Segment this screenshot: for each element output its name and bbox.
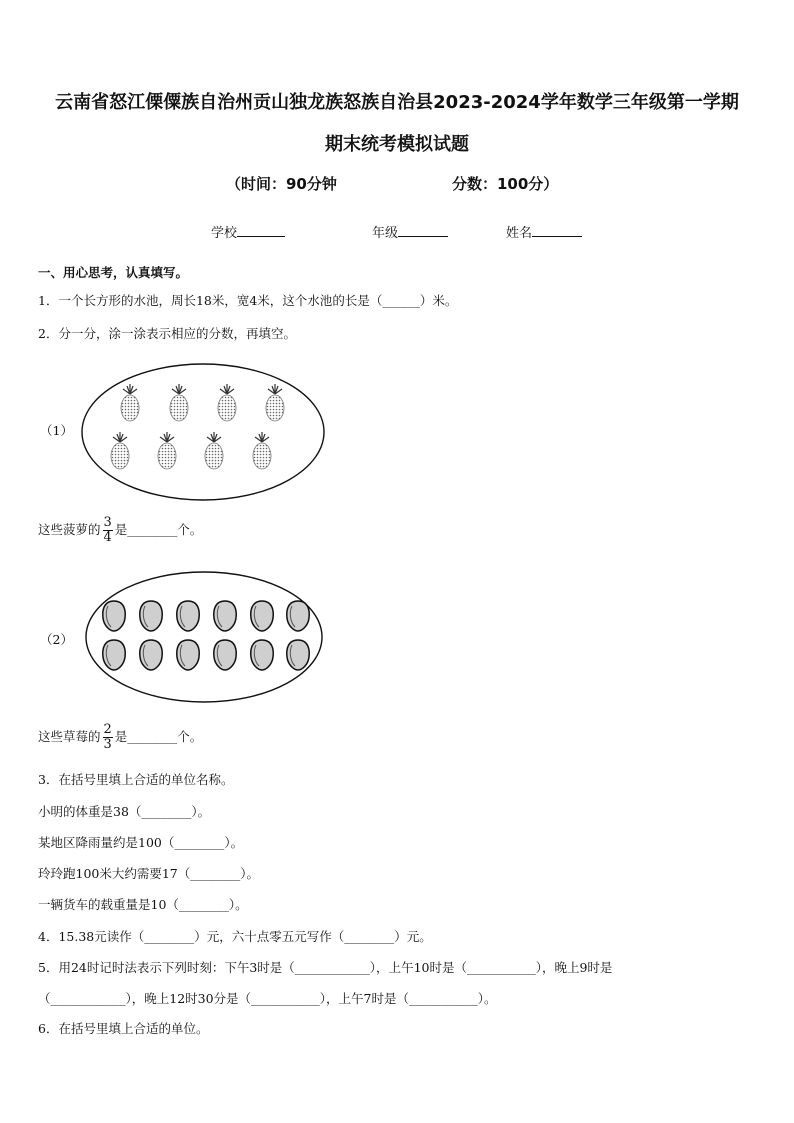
question-1: 1．一个长方形的水池，周长18米，宽4米，这个水池的长是（______）米。 bbox=[38, 293, 458, 308]
name-blank[interactable] bbox=[532, 224, 582, 237]
strawberry-icon bbox=[140, 601, 162, 631]
question-3a[interactable]: 小明的体重是38（________）。 bbox=[38, 804, 211, 819]
page-title-line1: 云南省怒江傈僳族自治州贡山独龙族怒族自治县2023-2024学年数学三年级第一学期 bbox=[55, 92, 739, 113]
strawberry-oval bbox=[84, 570, 324, 704]
question-2-2-answer bbox=[38, 723, 202, 752]
school-label: 学校 bbox=[211, 226, 238, 241]
numerator: 3 bbox=[103, 515, 112, 530]
answer-blank[interactable]: 是________个。 bbox=[114, 522, 203, 537]
school-field[interactable] bbox=[211, 222, 285, 241]
question-4[interactable]: 4．15.38元读作（________）元，六十点零五元写作（________）元。 bbox=[38, 929, 432, 944]
strawberry-icon bbox=[214, 640, 236, 670]
question-6: 6．在括号里填上合适的单位。 bbox=[38, 1021, 209, 1036]
grade-label: 年级 bbox=[372, 226, 399, 241]
strawberry-icon bbox=[287, 601, 309, 631]
pineapple-icon bbox=[266, 384, 284, 421]
question-3d[interactable]: 一辆货车的载重量是10（________）。 bbox=[38, 897, 248, 912]
pineapple-icon bbox=[170, 384, 188, 421]
pineapple-icon bbox=[111, 432, 129, 469]
strawberry-icon bbox=[103, 640, 125, 670]
sub-question-label: （2） bbox=[40, 632, 73, 647]
numerator: 2 bbox=[103, 722, 112, 737]
pineapple-icon bbox=[218, 384, 236, 421]
question-5-line2[interactable]: （____________），晚上12时30分是（___________），上午7时是（___________）。 bbox=[38, 991, 497, 1006]
grade-blank[interactable] bbox=[398, 224, 448, 237]
page-title-line2: 期末统考模拟试题 bbox=[325, 134, 469, 155]
grade-field[interactable] bbox=[372, 222, 448, 241]
strawberry-icon bbox=[103, 601, 125, 631]
strawberry-icon bbox=[177, 640, 199, 670]
pineapple-icon bbox=[205, 432, 223, 469]
strawberry-icon bbox=[177, 601, 199, 631]
strawberry-icon bbox=[214, 601, 236, 631]
strawberry-icon bbox=[251, 640, 273, 670]
pineapple-icon bbox=[121, 384, 139, 421]
question-5-line1[interactable]: 5．用24时记时法表示下列时刻：下午3时是（____________），上午10时是（___________），晚上9时是 bbox=[38, 960, 613, 975]
denominator: 4 bbox=[103, 530, 112, 545]
question-2-1-answer bbox=[38, 516, 202, 545]
answer-blank[interactable]: 是________个。 bbox=[114, 729, 203, 744]
denominator: 3 bbox=[103, 737, 112, 752]
strawberry-icon bbox=[251, 601, 273, 631]
name-label: 姓名 bbox=[506, 226, 533, 241]
exam-score: 分数：100分） bbox=[452, 175, 559, 193]
question-3c[interactable]: 玲玲跑100米大约需要17（________）。 bbox=[38, 866, 260, 881]
pineapple-oval bbox=[80, 362, 326, 502]
question-text: 这些菠萝的 bbox=[38, 522, 101, 537]
question-2: 2．分一分，涂一涂表示相应的分数，再填空。 bbox=[38, 326, 296, 341]
question-3: 3．在括号里填上合适的单位名称。 bbox=[38, 772, 234, 787]
strawberry-icon bbox=[140, 640, 162, 670]
exam-time: （时间：90分钟 bbox=[226, 175, 337, 193]
pineapple-icon bbox=[158, 432, 176, 469]
fraction-three-quarters bbox=[103, 516, 113, 545]
school-blank[interactable] bbox=[237, 224, 285, 237]
strawberry-icon bbox=[287, 640, 309, 670]
name-field[interactable] bbox=[506, 222, 582, 241]
question-3b[interactable]: 某地区降雨量约是100（________）。 bbox=[38, 835, 244, 850]
question-text: 这些草莓的 bbox=[38, 729, 101, 744]
fraction-two-thirds bbox=[103, 723, 113, 752]
pineapple-icon bbox=[253, 432, 271, 469]
sub-question-label: （1） bbox=[40, 423, 73, 438]
section-heading: 一、用心思考，认真填写。 bbox=[38, 265, 189, 280]
